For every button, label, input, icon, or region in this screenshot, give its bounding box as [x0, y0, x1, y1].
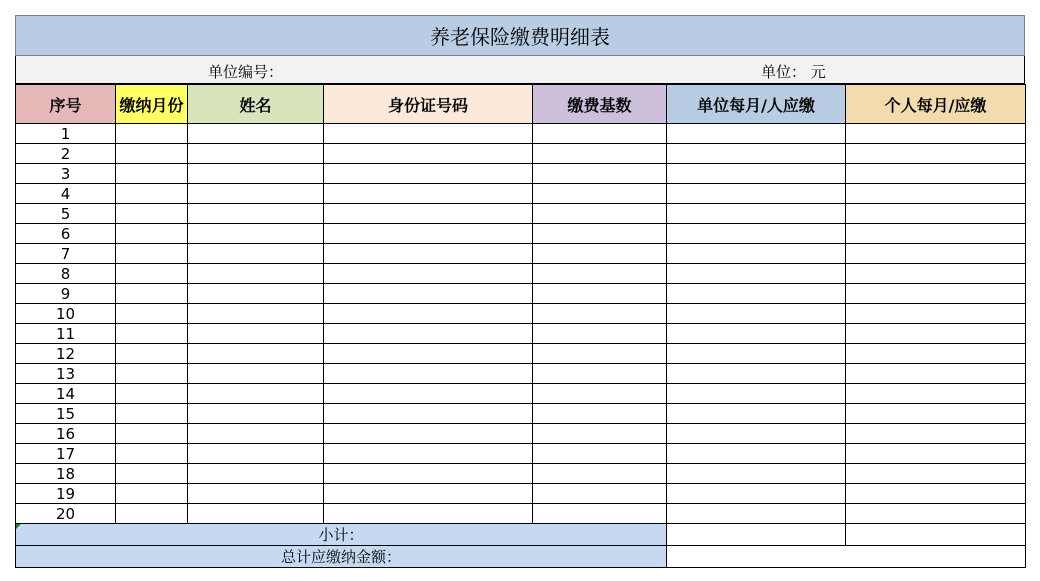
cell-id-number[interactable]: [324, 464, 533, 484]
cell-personal-monthly[interactable]: [846, 504, 1026, 524]
cell-personal-monthly[interactable]: [846, 124, 1026, 144]
cell-base[interactable]: [533, 124, 667, 144]
table-row: [16, 164, 1026, 184]
cell-id-number[interactable]: [324, 344, 533, 364]
unit-info-row: [15, 56, 1025, 84]
cell-name[interactable]: [188, 444, 324, 464]
header-base[interactable]: 缴费基数: [533, 85, 667, 124]
cell-seq[interactable]: 16: [16, 424, 116, 444]
cell-name[interactable]: [188, 404, 324, 424]
cell-pay-month[interactable]: [116, 464, 188, 484]
cell-name[interactable]: [188, 304, 324, 324]
table-row: [16, 424, 1026, 444]
cell-seq[interactable]: 19: [16, 484, 116, 504]
cell-id-number[interactable]: [324, 424, 533, 444]
table-row: [16, 384, 1026, 404]
cell-pay-month[interactable]: [116, 144, 188, 164]
cell-name[interactable]: [188, 384, 324, 404]
table-row: [16, 204, 1026, 224]
cell-id-number[interactable]: [324, 264, 533, 284]
unit-code-label: 单位编号：: [208, 63, 284, 81]
header-unit-monthly[interactable]: 单位每月/人应缴: [667, 85, 846, 124]
cell-personal-monthly[interactable]: [846, 164, 1026, 184]
cell-personal-monthly[interactable]: [846, 244, 1026, 264]
cell-seq[interactable]: 2: [16, 144, 116, 164]
subtotal-personal-cell[interactable]: [846, 524, 1026, 546]
cell-seq[interactable]: 1: [16, 124, 116, 144]
cell-personal-monthly[interactable]: [846, 184, 1026, 204]
table-row: [16, 404, 1026, 424]
cell-personal-monthly[interactable]: [846, 444, 1026, 464]
cell-pay-month[interactable]: [116, 364, 188, 384]
header-personal-monthly[interactable]: 个人每月/应缴: [846, 85, 1026, 124]
cell-base[interactable]: [533, 484, 667, 504]
cell-seq[interactable]: 12: [16, 344, 116, 364]
cell-base[interactable]: [533, 324, 667, 344]
table-row: [16, 224, 1026, 244]
cell-base[interactable]: [533, 364, 667, 384]
table-row: [16, 264, 1026, 284]
header-seq[interactable]: 序号: [16, 85, 116, 124]
cell-id-number[interactable]: [324, 304, 533, 324]
cell-unit-monthly[interactable]: [667, 224, 846, 244]
cell-name[interactable]: [188, 144, 324, 164]
cell-id-number[interactable]: [324, 284, 533, 304]
cell-personal-monthly[interactable]: [846, 144, 1026, 164]
cell-seq[interactable]: 3: [16, 164, 116, 184]
table-row: [16, 304, 1026, 324]
cell-pay-month[interactable]: [116, 504, 188, 524]
cell-name[interactable]: [188, 364, 324, 384]
cell-personal-monthly[interactable]: [846, 364, 1026, 384]
cell-base[interactable]: [533, 424, 667, 444]
cell-name[interactable]: [188, 464, 324, 484]
cell-seq[interactable]: 4: [16, 184, 116, 204]
cell-unit-monthly[interactable]: [667, 324, 846, 344]
cell-pay-month[interactable]: [116, 284, 188, 304]
cell-name[interactable]: [188, 184, 324, 204]
cell-id-number[interactable]: [324, 364, 533, 384]
cell-pay-month[interactable]: [116, 184, 188, 204]
cell-seq[interactable]: 14: [16, 384, 116, 404]
table-row: [16, 184, 1026, 204]
cell-unit-monthly[interactable]: [667, 244, 846, 264]
cell-pay-month[interactable]: [116, 304, 188, 324]
subtotal-label[interactable]: 小计：: [16, 524, 667, 546]
cell-name[interactable]: [188, 244, 324, 264]
total-label[interactable]: 总计应缴纳金额：: [16, 546, 667, 568]
cell-personal-monthly[interactable]: [846, 344, 1026, 364]
table-row: [16, 324, 1026, 344]
cell-personal-monthly[interactable]: [846, 204, 1026, 224]
cell-pay-month[interactable]: [116, 344, 188, 364]
cell-base[interactable]: [533, 264, 667, 284]
cell-base[interactable]: [533, 404, 667, 424]
total-row: [16, 546, 1026, 568]
cell-name[interactable]: [188, 124, 324, 144]
cell-base[interactable]: [533, 384, 667, 404]
cell-id-number[interactable]: [324, 204, 533, 224]
cell-seq[interactable]: 11: [16, 324, 116, 344]
cell-personal-monthly[interactable]: [846, 404, 1026, 424]
cell-name[interactable]: [188, 324, 324, 344]
cell-pay-month[interactable]: [116, 224, 188, 244]
header-id-number[interactable]: 身份证号码: [324, 85, 533, 124]
cell-base[interactable]: [533, 244, 667, 264]
cell-seq[interactable]: 17: [16, 444, 116, 464]
cell-id-number[interactable]: [324, 164, 533, 184]
cell-unit-monthly[interactable]: [667, 404, 846, 424]
table-row: [16, 344, 1026, 364]
cell-pay-month[interactable]: [116, 444, 188, 464]
cell-pay-month[interactable]: [116, 124, 188, 144]
cell-seq[interactable]: 10: [16, 304, 116, 324]
cell-id-number[interactable]: [324, 384, 533, 404]
cell-id-number[interactable]: [324, 124, 533, 144]
cell-unit-monthly[interactable]: [667, 124, 846, 144]
cell-unit-monthly[interactable]: [667, 164, 846, 184]
cell-personal-monthly[interactable]: [846, 284, 1026, 304]
cell-base[interactable]: [533, 464, 667, 484]
spreadsheet: [15, 15, 1025, 568]
cell-id-number[interactable]: [324, 444, 533, 464]
cell-name[interactable]: [188, 204, 324, 224]
table-row: [16, 444, 1026, 464]
header-pay-month[interactable]: 缴纳月份: [116, 85, 188, 124]
subtotal-row: [16, 524, 1026, 546]
currency-unit-label: 单位： 元: [761, 63, 826, 81]
table-row: [16, 144, 1026, 164]
cell-unit-monthly[interactable]: [667, 144, 846, 164]
sheet-title: 养老保险缴费明细表: [15, 15, 1025, 56]
cell-unit-monthly[interactable]: [667, 184, 846, 204]
cell-personal-monthly[interactable]: [846, 384, 1026, 404]
cell-base[interactable]: [533, 164, 667, 184]
cell-seq[interactable]: 6: [16, 224, 116, 244]
table-row: [16, 484, 1026, 504]
cell-seq[interactable]: 18: [16, 464, 116, 484]
cell-id-number[interactable]: [324, 184, 533, 204]
cell-unit-monthly[interactable]: [667, 304, 846, 324]
header-row: [16, 85, 1026, 124]
cell-unit-monthly[interactable]: [667, 484, 846, 504]
cell-unit-monthly[interactable]: [667, 364, 846, 384]
cell-base[interactable]: [533, 444, 667, 464]
cell-unit-monthly[interactable]: [667, 264, 846, 284]
cell-name[interactable]: [188, 284, 324, 304]
table-row: [16, 244, 1026, 264]
cell-pay-month[interactable]: [116, 404, 188, 424]
cell-base[interactable]: [533, 284, 667, 304]
cell-unit-monthly[interactable]: [667, 384, 846, 404]
cell-id-number[interactable]: [324, 144, 533, 164]
cell-name[interactable]: [188, 424, 324, 444]
cell-personal-monthly[interactable]: [846, 264, 1026, 284]
cell-pay-month[interactable]: [116, 424, 188, 444]
cell-personal-monthly[interactable]: [846, 324, 1026, 344]
cell-base[interactable]: [533, 504, 667, 524]
header-name[interactable]: 姓名: [188, 85, 324, 124]
cell-name[interactable]: [188, 264, 324, 284]
cell-name[interactable]: [188, 484, 324, 504]
cell-seq[interactable]: 9: [16, 284, 116, 304]
cell-name[interactable]: [188, 344, 324, 364]
cell-unit-monthly[interactable]: [667, 464, 846, 484]
cell-unit-monthly[interactable]: [667, 284, 846, 304]
table-row: [16, 124, 1026, 144]
cell-id-number[interactable]: [324, 404, 533, 424]
table-row: [16, 364, 1026, 384]
cell-unit-monthly[interactable]: [667, 204, 846, 224]
table-body: [16, 124, 1026, 524]
cell-base[interactable]: [533, 184, 667, 204]
table-row: [16, 284, 1026, 304]
cell-name[interactable]: [188, 504, 324, 524]
cell-pay-month[interactable]: [116, 484, 188, 504]
subtotal-unit-cell[interactable]: [667, 524, 846, 546]
cell-base[interactable]: [533, 224, 667, 244]
cell-base[interactable]: [533, 204, 667, 224]
cell-personal-monthly[interactable]: [846, 224, 1026, 244]
cell-seq[interactable]: 7: [16, 244, 116, 264]
cell-unit-monthly[interactable]: [667, 344, 846, 364]
cell-name[interactable]: [188, 164, 324, 184]
cell-id-number[interactable]: [324, 244, 533, 264]
cell-id-number[interactable]: [324, 484, 533, 504]
cell-personal-monthly[interactable]: [846, 424, 1026, 444]
cell-unit-monthly[interactable]: [667, 504, 846, 524]
cell-name[interactable]: [188, 224, 324, 244]
cell-seq[interactable]: 5: [16, 204, 116, 224]
cell-pay-month[interactable]: [116, 324, 188, 344]
cell-seq[interactable]: 15: [16, 404, 116, 424]
cell-pay-month[interactable]: [116, 204, 188, 224]
cell-pay-month[interactable]: [116, 384, 188, 404]
cell-seq[interactable]: 20: [16, 504, 116, 524]
cell-personal-monthly[interactable]: [846, 484, 1026, 504]
cell-pay-month[interactable]: [116, 244, 188, 264]
cell-seq[interactable]: 13: [16, 364, 116, 384]
cell-comment-marker: [16, 524, 21, 529]
cell-pay-month[interactable]: [116, 264, 188, 284]
cell-id-number[interactable]: [324, 504, 533, 524]
table-row: [16, 464, 1026, 484]
total-amount-cell[interactable]: [667, 546, 1026, 568]
cell-base[interactable]: [533, 304, 667, 324]
contribution-table: [15, 84, 1026, 568]
cell-unit-monthly[interactable]: [667, 444, 846, 464]
cell-seq[interactable]: 8: [16, 264, 116, 284]
cell-pay-month[interactable]: [116, 164, 188, 184]
cell-unit-monthly[interactable]: [667, 424, 846, 444]
table-row: [16, 504, 1026, 524]
cell-base[interactable]: [533, 144, 667, 164]
cell-id-number[interactable]: [324, 324, 533, 344]
cell-personal-monthly[interactable]: [846, 304, 1026, 324]
cell-personal-monthly[interactable]: [846, 464, 1026, 484]
cell-base[interactable]: [533, 344, 667, 364]
cell-id-number[interactable]: [324, 224, 533, 244]
